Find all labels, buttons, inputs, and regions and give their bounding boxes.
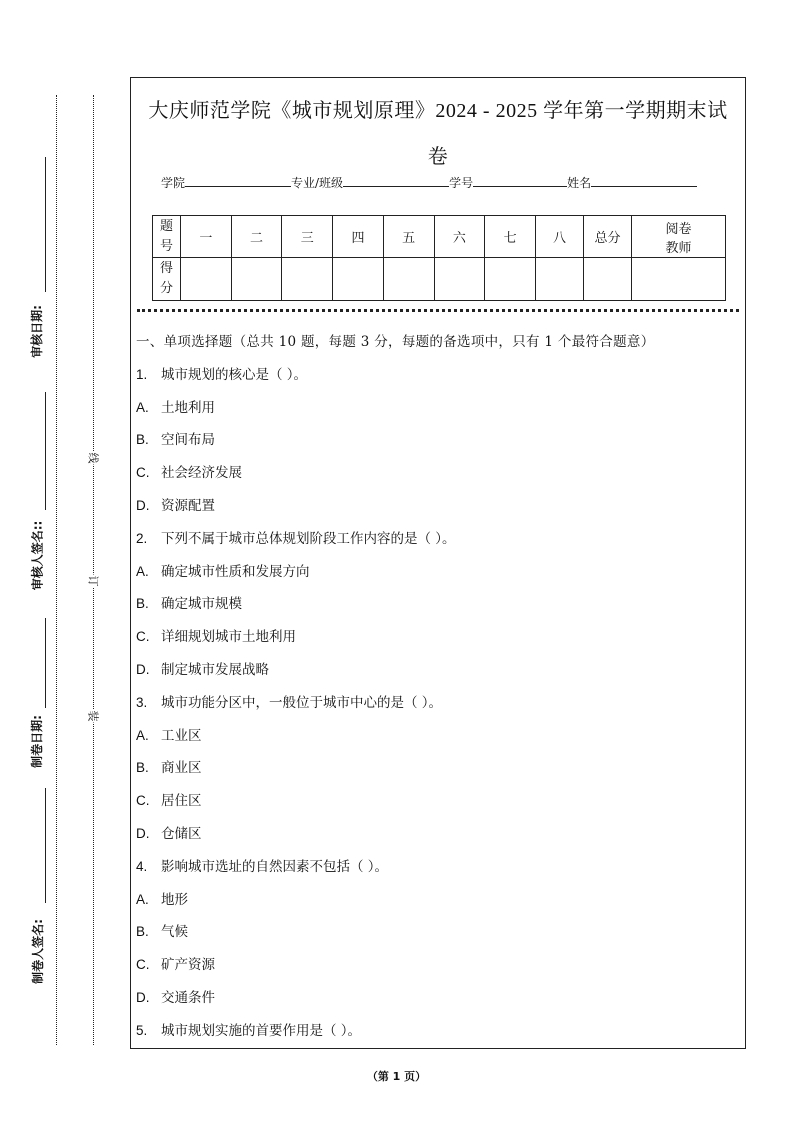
option-text: 矿产资源	[161, 957, 215, 974]
option-item[interactable]	[136, 626, 746, 659]
question-number: 2.	[136, 530, 148, 546]
question-number: 4.	[136, 858, 148, 874]
question-number: 3.	[136, 694, 148, 710]
reviewer-sign-label: 审核人签名::	[30, 520, 45, 591]
reviewer-sign-field[interactable]	[45, 392, 46, 510]
reviewer-date-label: 审核日期:	[29, 305, 44, 358]
college-field[interactable]	[185, 175, 291, 187]
option-text: 居住区	[161, 793, 202, 810]
option-item[interactable]	[136, 462, 746, 495]
option-text: 土地利用	[161, 399, 215, 416]
question-number: 1.	[136, 366, 148, 382]
binding-dotted-line-inner	[93, 95, 94, 1045]
option-text: 制定城市发展战略	[161, 661, 269, 678]
major-field[interactable]	[343, 175, 449, 187]
maker-sign-field[interactable]	[45, 788, 46, 903]
option-letter: D.	[136, 661, 150, 677]
maker-date-label: 制卷日期:	[29, 715, 44, 768]
score-cell[interactable]	[536, 258, 584, 301]
question-stem	[136, 856, 746, 889]
option-item[interactable]	[136, 429, 746, 462]
column-header: 六	[434, 216, 485, 258]
header-char: 分	[159, 281, 173, 296]
score-cell[interactable]	[434, 258, 485, 301]
question-stem	[136, 364, 746, 397]
option-item[interactable]	[136, 757, 746, 790]
score-cell[interactable]	[333, 258, 384, 301]
option-text: 社会经济发展	[161, 465, 242, 482]
reviewer-date-field[interactable]	[45, 157, 46, 292]
option-letter: A.	[136, 563, 149, 579]
column-header: 五	[383, 216, 434, 258]
column-header: 八	[536, 216, 584, 258]
question-text: 城市规划的核心是（ ）。	[161, 366, 308, 383]
column-header: 二	[231, 216, 282, 258]
binding-mark-zhuang: 装	[86, 710, 100, 722]
dotted-separator	[137, 309, 739, 312]
column-header: 一	[181, 216, 232, 258]
binding-mark-ding: 订	[86, 575, 100, 587]
option-item[interactable]	[136, 823, 746, 856]
option-letter: B.	[136, 432, 149, 448]
question-number-header	[153, 216, 181, 258]
page-number: （第 1 页）	[366, 1070, 427, 1083]
option-item[interactable]	[136, 954, 746, 987]
option-letter: C.	[136, 957, 150, 973]
option-letter: D.	[136, 497, 150, 513]
option-text: 详细规划城市土地利用	[161, 629, 296, 646]
name-label: 姓名	[567, 176, 592, 190]
option-item[interactable]	[136, 987, 746, 1020]
option-item[interactable]	[136, 921, 746, 954]
question-text: 影响城市选址的自然因素不包括（ ）。	[161, 858, 389, 875]
option-text: 交通条件	[161, 989, 215, 1006]
student-id-field[interactable]	[473, 175, 567, 187]
section-heading: 一、单项选择题（总共 10 题，每题 3 分，每题的备选项中，只有 1 个最符合题意）	[136, 334, 655, 350]
grader-header	[632, 216, 726, 258]
column-header: 七	[485, 216, 536, 258]
score-cell-total[interactable]	[584, 258, 632, 301]
score-table-score-row	[153, 258, 726, 301]
column-header: 三	[282, 216, 333, 258]
column-header-total: 总分	[584, 216, 632, 258]
score-cell[interactable]	[485, 258, 536, 301]
option-item[interactable]	[136, 889, 746, 922]
score-cell[interactable]	[282, 258, 333, 301]
option-letter: B.	[136, 924, 149, 940]
exam-title-line1: 大庆师范学院《城市规划原理》2024 - 2025 学年第一学期期末试	[148, 100, 728, 122]
option-item[interactable]	[136, 561, 746, 594]
question-stem	[136, 692, 746, 725]
option-item[interactable]	[136, 495, 746, 528]
option-item[interactable]	[136, 593, 746, 626]
option-letter: B.	[136, 596, 149, 612]
option-letter: A.	[136, 727, 149, 743]
question-text: 城市功能分区中，一般位于城市中心的是（ ）。	[161, 694, 443, 711]
score-table	[152, 215, 726, 301]
exam-frame	[130, 77, 746, 1049]
college-label: 学院	[161, 176, 186, 190]
student-id-label: 学号	[449, 176, 474, 190]
major-label: 专业/班级	[291, 176, 344, 190]
option-text: 资源配置	[161, 497, 215, 514]
option-letter: B.	[136, 760, 149, 776]
header-char: 题	[159, 218, 173, 234]
score-table-header-row	[153, 216, 726, 258]
maker-date-field[interactable]	[45, 618, 46, 708]
option-letter: A.	[136, 399, 149, 415]
option-letter: C.	[136, 465, 150, 481]
option-letter: A.	[136, 891, 149, 907]
binding-dotted-line-outer	[56, 95, 57, 1045]
student-info-row	[161, 174, 721, 191]
exam-title	[131, 88, 745, 180]
question-content	[136, 331, 746, 1049]
question-text: 下列不属于城市总体规划阶段工作内容的是（ ）。	[161, 530, 456, 547]
question-stem	[136, 1020, 746, 1049]
score-header	[153, 258, 181, 301]
option-text: 气候	[161, 924, 188, 941]
option-item[interactable]	[136, 659, 746, 692]
score-cell[interactable]	[383, 258, 434, 301]
column-header: 四	[333, 216, 384, 258]
grader-header-line: 阅卷	[665, 221, 692, 237]
option-text: 地形	[161, 891, 188, 908]
option-item[interactable]	[136, 397, 746, 430]
option-text: 空间布局	[161, 432, 215, 449]
option-item[interactable]	[136, 790, 746, 823]
question-text: 城市规划实施的首要作用是（ ）。	[161, 1022, 362, 1039]
option-letter: D.	[136, 989, 150, 1005]
score-cell[interactable]	[231, 258, 282, 301]
exam-title-line2: 卷	[427, 146, 449, 168]
maker-sign-label: 制卷人签名:	[30, 919, 45, 984]
grader-cell[interactable]	[632, 258, 726, 301]
option-text: 确定城市规模	[161, 596, 242, 613]
option-text: 仓储区	[161, 825, 202, 842]
header-char: 号	[159, 238, 173, 254]
option-text: 确定城市性质和发展方向	[161, 563, 310, 580]
score-cell[interactable]	[181, 258, 232, 301]
header-char: 得	[159, 261, 173, 276]
question-number: 5.	[136, 1022, 148, 1038]
grader-header-line: 教师	[665, 240, 692, 256]
option-text: 商业区	[161, 760, 202, 777]
option-letter: C.	[136, 793, 150, 809]
option-text: 工业区	[161, 727, 202, 744]
option-letter: C.	[136, 629, 150, 645]
name-field[interactable]	[591, 175, 697, 187]
option-letter: D.	[136, 825, 150, 841]
option-item[interactable]	[136, 725, 746, 758]
binding-mark-line: 线	[86, 452, 100, 464]
question-stem	[136, 528, 746, 561]
